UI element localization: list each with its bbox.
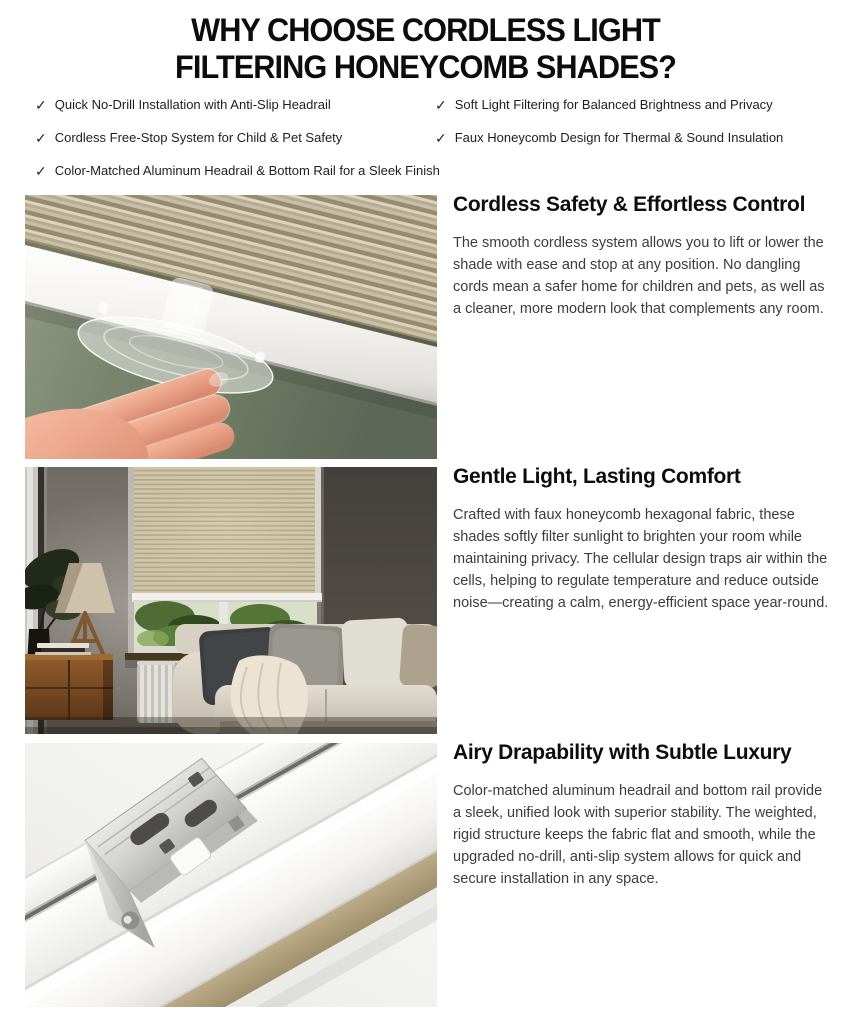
living-room-scene-image [25, 467, 437, 734]
checklist-item-label: Quick No-Drill Installation with Anti-Slip Headrail [54, 97, 331, 112]
checklist-item-label: Cordless Free-Stop System for Child & Pet Safety [54, 130, 343, 145]
checklist-item-label: Soft Light Filtering for Balanced Brightness and Privacy [454, 97, 773, 112]
section-cordless-safety [0, 195, 851, 459]
checklist-item [35, 97, 435, 112]
check-icon: ✓ [435, 129, 447, 146]
section-heading: Cordless Safety & Effortless Control [453, 193, 806, 216]
feature-checklist [35, 97, 825, 178]
checklist-item [35, 130, 435, 145]
section-text [437, 743, 851, 890]
checklist-item-label: Color-Matched Aluminum Headrail & Bottom Rail for a Sleek Finish [54, 163, 440, 178]
page-title-line2: FILTERING HONEYCOMB SHADES? [175, 49, 676, 85]
feature-sections [0, 195, 851, 1007]
section-body: Color-matched aluminum headrail and bottom rail provide a sleek, unified look with superior stability. The weighted, rigid structure keeps the fabric flat and smooth, while the upgraded no-drill, anti-slip system allows for quick and secure installation in any space. [453, 783, 823, 887]
section-text [437, 195, 851, 320]
section-heading: Airy Drapability with Subtle Luxury [453, 741, 792, 764]
checklist-item [435, 130, 825, 145]
hand-under-bottom-rail-image [25, 195, 437, 459]
check-icon: ✓ [435, 96, 447, 113]
section-gentle-light [0, 467, 851, 734]
section-body: Crafted with faux honeycomb hexagonal fabric, these shades softly filter sunlight to brighten your room while maintaining privacy. The cellular design traps air within the cells, helping to regulate temperature and reduce outside noise—creating a calm, energy-efficient space year-round. [453, 507, 829, 611]
cordless-handle-photo [25, 195, 437, 459]
living-room-photo [25, 467, 437, 734]
page-title-line1: WHY CHOOSE CORDLESS LIGHT [191, 12, 660, 48]
sofa-illustration [173, 617, 437, 734]
check-icon: ✓ [35, 162, 47, 179]
section-body: The smooth cordless system allows you to lift or lower the shade with ease and stop at any position. No dangling cords mean a safer home for children and pets, as well as a cleaner, more modern look that complements any room. [453, 235, 825, 317]
checklist-item-label: Faux Honeycomb Design for Thermal & Sound Insulation [454, 130, 784, 145]
check-icon: ✓ [35, 129, 47, 146]
headrail-bracket-photo [25, 743, 437, 1007]
section-heading: Gentle Light, Lasting Comfort [453, 465, 741, 488]
section-text [437, 467, 851, 614]
checklist-item [35, 162, 440, 179]
check-icon: ✓ [35, 96, 47, 113]
section-airy-drapability [0, 743, 851, 1007]
headrail-bracket-image [25, 743, 437, 1007]
checklist-item [435, 97, 825, 112]
page-header [0, 0, 851, 86]
